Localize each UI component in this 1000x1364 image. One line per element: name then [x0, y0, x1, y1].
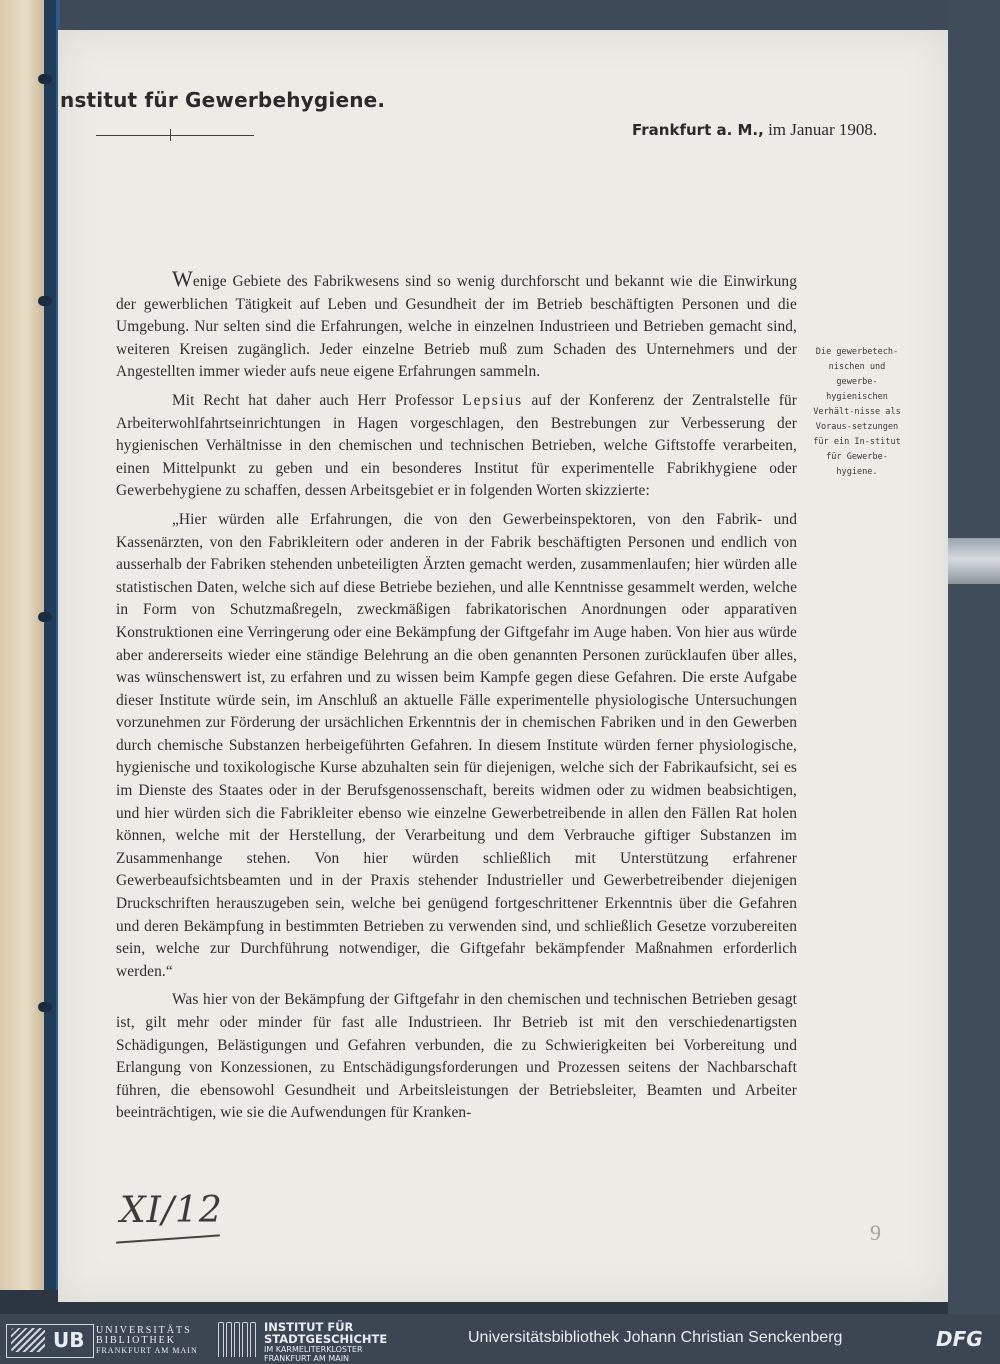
ub-name-line: UNIVERSITÄTS	[96, 1325, 192, 1336]
isg-name-line: INSTITUT FÜR	[264, 1320, 354, 1334]
crest-icon	[11, 1328, 45, 1352]
paragraph-3-quote: „Hier würden alle Erfahrungen, die von den Gewerbeinspektoren, von den Fabrik- und Kassenärzten, von den Fabrikleitern oder anderen in der Fabrik beschäftigten Personen und endlich von ausserhalb der Fabriken stehenden unbeteiligten Ärzten gemacht werden, zusammenlaufen; hier würden alle statistischen Daten, welche sich auf diese Betriebe beziehen, und alle Kenntnisse gesammelt werden, welche in Form von Schutzmaßregeln, zweckmäßigen fabrikatorischen Anordnungen oder apparativen Konstruktionen eine Verringerung oder eine Bekämpfung der Giftgefahr im Auge haben. Von hier aus würde aber andererseits wieder eine ständige Belehrung an die oben genannten Personen zurücklaufen über alles, was wünschenswert ist, zu erfahren und zu wissen beim Kampfe gegen diese Gefahren. Die erste Aufgabe dieser Institute würde sein, im Anschluß an aktuelle Fälle experimentelle physiologische Untersuchungen vorzunehmen zur Förderung der ursächlichen Erkenntnis der in chemischen Fabriken und in den Gewerben durch chemische Substanzen herbeigeführten Gefahren. In diesem Institute würden ferner physiologische, hygienische und toxikologische Kurse abzuhalten sein für diejenigen, welche sich der Fabrikaufsicht, sei es im Dienste des Staates oder in der Berufsgenossenschaft, bereits widmen oder zu widmen beabsichtigen, und hier würden sich die Fabrikleiter ebenso wie einzelne Gewerbetreibende in allen den Fällen Rat holen können, welche mit der Herstellung, der Verarbeitung und dem Verbrauche giftiger Substanzen im Zusammenhange stehen. Von hier würden schließlich mit Unterstützung erfahrener Gewerbeaufsichtsbeamten und in der Praxis stehender Industrieller und Gewerbetreibender diejenigen Druckschriften herauszugeben sein, welche bei genügend fortgeschrittener Erkenntnis über die Gefahren und deren Bekämpfung in bestimmten Betrieben zu verwenden sind, und schließlich Gesetze vorzubereiten sein, welche zur Durchführung notwendiger, die Giftgefahr bekämpfender Maßnahmen erforderlich werden.“	[116, 510, 797, 980]
date: im Januar 1908.	[768, 120, 878, 139]
isg-name-line: STADTGESCHICHTE	[264, 1332, 388, 1346]
dfg-logo[interactable]: DFG	[936, 1327, 983, 1351]
adjacent-page-edge	[0, 0, 44, 1290]
document-page	[58, 30, 948, 1302]
ub-name	[96, 1326, 198, 1356]
ub-name-line: FRANKFURT AM MAIN	[96, 1346, 198, 1355]
institute-title: nstitut für Gewerbehygiene.	[60, 88, 386, 112]
binding-hole	[38, 1002, 52, 1012]
handwritten-shelfmark: XI/12	[120, 1190, 223, 1231]
binding-hole	[38, 612, 52, 622]
ub-logo[interactable]	[6, 1324, 94, 1358]
paragraph-4: Was hier von der Bekämpfung der Giftgefahr in den chemischen und technischen Betrieben gesagt ist, gilt mehr oder minder für fast alle Industrieen. Ihr Betrieb ist mit den verschiedenartigsten Schädigungen, Belästigungen und Gefahren verbunden, die zu Schwierigkeiten bei Vorbereitung und Erlangung von Konzessionen, zu Entschädigungsforderungen und Prozessen seitens der Nachbarschaft führen, die ebensowohl Gesundheit und Arbeitsleistungen der Betriebsleiter, Beamten und Arbeiter beeinträchtigen, wie sie die Aufwendungen für Kranken-	[116, 991, 797, 1122]
letter-body	[116, 268, 797, 1125]
title-rule-ornament	[170, 129, 171, 141]
place: Frankfurt a. M.,	[632, 121, 764, 139]
viewer-footer	[0, 1314, 1000, 1364]
isg-logo-icon[interactable]	[216, 1322, 256, 1356]
paragraph-1: Wenige Gebiete des Fabrikwesens sind so wenig durchforscht und bekannt wie die Einwirkung der gewerblichen Tätigkeit auf Leben und Gesundheit der im Betrieb beschäftigten Personen und die Umgebung. Nur selten sind die Erfahrungen, welche in einzelnen Industrieen und Betrieben gemacht sind, weiteren Kreisen zugänglich. Jeder einzelne Betrieb muß zum Schaden des Unternehmers und der Angestellten immer wieder aufs neue eigene Erfahrungen sammeln.	[116, 266, 797, 381]
paragraph-2-rest: auf der Konferenz der Zentralstelle für Arbeiterwohlfahrtseinrichtungen in Hagen vorgeschlagen, den Bestrebungen zur Verbesserung der hygienischen Verhältnisse in den chemischen und technischen Betrieben, welche Giftstoffe verarbeiten, einen Mittelpunkt zu geben und ein besonderes Institut für experimentelle Fabrikhygiene oder Gewerbehygiene zu schaffen, dessen Arbeitsgebiet er in folgenden Worten skizzierte:	[116, 391, 797, 500]
ub-name-line: BIBLIOTHEK	[96, 1335, 176, 1346]
isg-name-line: FRANKFURT AM MAIN	[264, 1354, 350, 1363]
place-date	[632, 120, 877, 140]
name-lepsius: Lepsius	[462, 391, 523, 409]
handwritten-underline	[116, 1234, 220, 1243]
binding-hole	[38, 74, 52, 84]
paragraph-2	[116, 390, 797, 503]
margin-note: Die gewerbetech-nischen und gewerbe-hygienischen Verhält-nisse als Voraus-setzungen für ein In-stitut für Gewerbe-hygiene.	[813, 347, 901, 477]
footer-title[interactable]: Universitätsbibliothek Johann Christian Senckenberg	[468, 1329, 843, 1346]
binding-edge	[44, 0, 56, 1312]
page-number: 9	[870, 1220, 881, 1245]
ub-logo-text: UB	[53, 1328, 85, 1352]
isg-name-line: IM KARMELITERKLOSTER	[264, 1345, 363, 1354]
binding-hole	[38, 296, 52, 306]
title-rule	[96, 135, 254, 136]
isg-name	[264, 1321, 387, 1363]
scan-background-right	[948, 0, 1000, 1314]
paragraph-2-start: Mit Recht hat daher auch Herr Professor	[172, 391, 454, 409]
